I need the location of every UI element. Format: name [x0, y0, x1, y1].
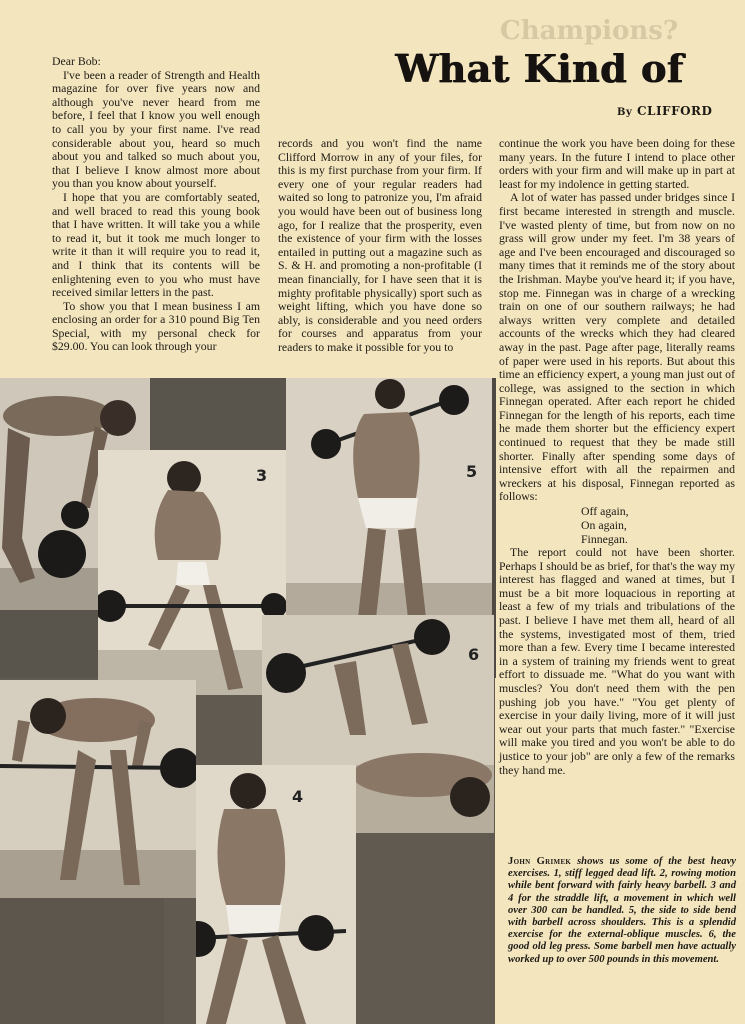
paragraph: The report could not have been shorter. Perhaps I should be as brief, for that's the way my interest has flagged and waned at times, but I must be a bit more loquacious in reporting at least a few of my trials and tribulations of the past. I believe I have met them all, heard of all the systems, investigated most of them, tried more than a few. Every time I became interested in a system of training my friends went to great effort to dissuade me. "What do you want with muscles? You don't need them with the pen pushing job you have." "You get plenty of exercise in your daily living, more of it will just wear out your parts that much faster." "Exercise will make you tired and you won't be able to do justice to your job" are only a few of the remarks they hand me.	[499, 545, 735, 777]
paragraph: I've been a reader of Strength and Health magazine for over five years now and although you've never heard from me before, I feel that I know you well enough to call you by your first name. I've read considerable about you, heard so much about you and talked so much about you, that I believe I know almost more about you than you know about yourself.	[52, 67, 260, 191]
paragraph: I hope that you are comfortably seated, and well braced to read this young book that I have written. It will take you a while to read it, but it took me much longer to write it than it will require you to read it, and I think that its contents will be enlightening even to you who must have received similar letters in the past.	[52, 189, 260, 300]
byline	[617, 104, 712, 118]
paragraph: records and you won't find the name Clifford Morrow in any of your files, for this is my first purchase from your firm. If every one of your regular readers had waited so long to patronize you, I'm afraid you would have been out of business long ago, for I realize that the prosperity, even the existence of your firm with the losses entailed in putting out a magazine such as S. & H. and promoting a non-profitable (I mean financially, for I have seen that it is mighty profitable physically) sport such as weight lifting, which you have done so ably, is considerable and you need orders for courses and apparatus from your readers to make it possible for you to	[278, 136, 482, 354]
photo-label: 3	[256, 466, 268, 485]
column-2	[278, 137, 482, 355]
photo-label: 4	[292, 787, 304, 806]
exercise-photo-4	[196, 765, 356, 1024]
caption-text: shows us some of the best heavy exercises. 1, stiff legged dead lift. 2, rowing motion while bent forward with fairly heavy barbell. 3 and 4 for the straddle lift, a movement in which well over 300 can be handled. 5, the side to side bend with barbell across shoulders. This is a splendid exercise for the external-oblique muscles. 6, the good old leg press. Some barbell men have actually worked up to over 500 pounds in this movement.	[508, 856, 736, 965]
exercise-photo-2	[0, 680, 196, 898]
byline-author: CLIFFORD	[636, 104, 713, 118]
article-title: What Kind of	[395, 46, 684, 91]
exercise-photo-5	[286, 378, 492, 623]
verse-line-1: Off again,	[581, 504, 629, 519]
photo-caption	[508, 856, 736, 966]
photo-backdrop	[0, 898, 164, 1024]
exercise-photo-3	[98, 450, 286, 695]
photo-label: 5	[466, 462, 478, 481]
paragraph: continue the work you have been doing for these many years. In the future I intend to place other orders with your firm and will make up in part at least for my indolence in getting started.	[499, 136, 735, 191]
column-3-top	[499, 137, 735, 777]
paragraph: To show you that I mean business I am enclosing an order for a 310 pound Big Ten Special, with my personal check for $29.00. You can look through your	[52, 298, 260, 354]
verse-line-2: On again,	[581, 518, 627, 533]
byline-prefix: By	[617, 107, 633, 118]
caption-name: John Grimek	[508, 856, 572, 867]
bleed-through-text: Champions?	[500, 16, 679, 46]
column-1	[52, 55, 260, 354]
salutation: Dear Bob:	[52, 54, 101, 68]
verse-line-3: Finnegan.	[581, 532, 628, 547]
paragraph: A lot of water has passed under bridges since I first became interested in strength and muscle. I've wasted plenty of time, but from now on no grass will grow under my feet. I'm 38 years of age and I've been encouraged and discouraged so many times that it reminds me of the story about the Irishman. Maybe you've heard it; if you have, stop me. Finnegan was in charge of a wrecking train on one of our southern railways; he had always written very complete and detailed accounts of the wrecks which they had cleared away in the past. Page after page, literally reams of paper were used in his reports. But about this time an efficiency expert, a young man just out of college, was assigned to the section in which Finnegan operated. After each report he chided Finnegan for the length of his reports, each time he made them shorter but the efficiency expert continued to request that they be made still shorter. Finally after spending some days of intensive effort with all the repairmen and wreckers at his disposal, Finnegan reported as follows:	[499, 190, 735, 504]
photo-label: 6	[468, 645, 480, 664]
